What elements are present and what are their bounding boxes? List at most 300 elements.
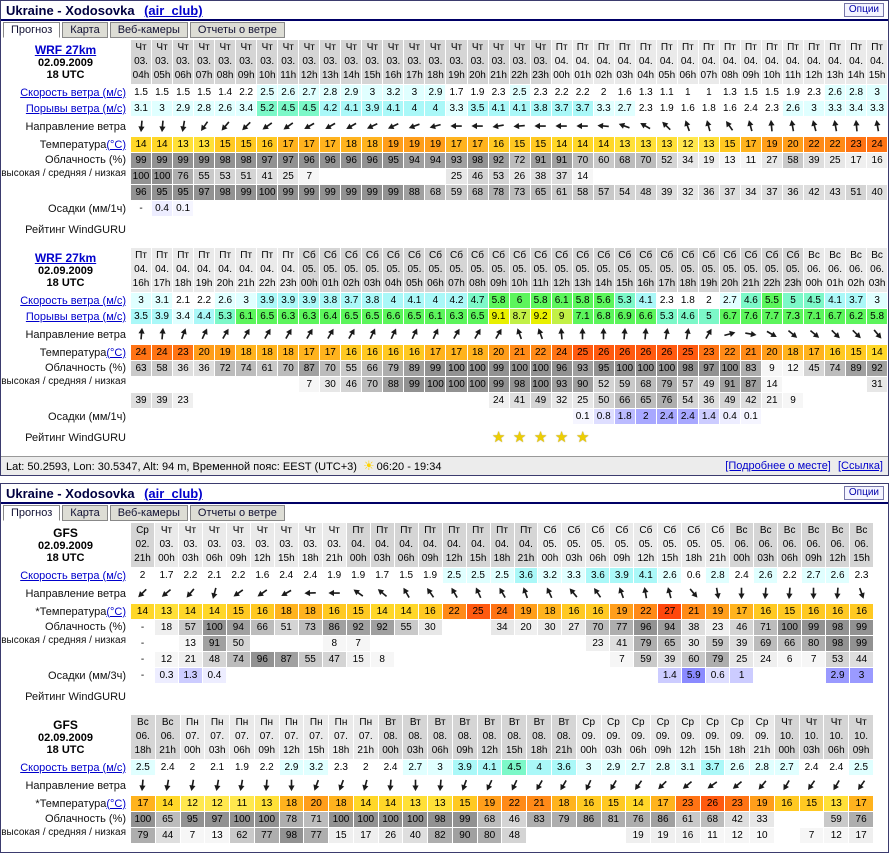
wind-direction-cell — [341, 325, 361, 344]
wind-gusts-cell: 1.8 — [699, 101, 719, 116]
precipitation-cell — [278, 201, 298, 216]
cloud-cover-cell: 7 — [347, 636, 370, 651]
cloud-cover-cell — [468, 393, 488, 408]
cloud-cover-cell: 96 — [299, 153, 319, 168]
rating-cell — [215, 428, 235, 448]
cloud-cover-cell: 53 — [826, 652, 849, 667]
temperature-cell: 14 — [395, 604, 418, 619]
cloud-cover-cell: 100 — [354, 812, 378, 827]
sunrise-sunset-times: 06:20 - 19:34 — [377, 461, 442, 473]
cloud-cover-cell: 98 — [826, 636, 849, 651]
spot-link[interactable]: (air_club) — [144, 3, 203, 18]
wind-arrow-icon — [363, 118, 381, 136]
wind-arrow-icon — [279, 325, 297, 344]
temperature-unit-link[interactable]: (°C) — [106, 347, 126, 359]
cloud-cover-cell: 33 — [750, 812, 774, 827]
wind-direction-cell — [443, 584, 466, 603]
wind-gusts-cell: 4.5 — [299, 101, 319, 116]
wind-gusts-link[interactable]: Порывы ветра (м/с) — [26, 103, 126, 115]
wind-direction-cell — [531, 117, 551, 136]
forecast-column-header: Пт 04. 12h — [804, 40, 824, 84]
wind-direction-cell — [181, 776, 205, 795]
wind-direction-cell — [552, 325, 572, 344]
cloud-cover-cell — [215, 393, 235, 408]
wind-arrow-icon — [383, 778, 397, 793]
row-label-precipitation: Осадки (мм/1ч) — [1, 409, 130, 424]
cloud-cover-cell: 96 — [341, 153, 361, 168]
cloud-cover-cell — [155, 636, 178, 651]
cloud-cover-cell — [783, 169, 803, 184]
tab-map[interactable]: Карта — [62, 22, 107, 38]
wind-arrow-icon — [427, 325, 445, 343]
precipitation-cell — [227, 668, 250, 683]
precipitation-cell — [299, 201, 319, 216]
model-name[interactable]: WRF 27km — [35, 43, 96, 57]
temperature-cell: 26 — [701, 796, 725, 811]
precipitation-cell — [531, 201, 551, 216]
cloud-cover-cell: 95 — [181, 812, 205, 827]
wind-gusts-cell: 6.9 — [615, 309, 635, 324]
wind-gusts-cell: 4.4 — [194, 309, 214, 324]
forecast-column-header: Пт 04. 15h — [467, 523, 490, 567]
rating-cell — [489, 428, 509, 448]
rating-cell — [573, 220, 593, 240]
temperature-cell: 14 — [131, 604, 154, 619]
wind-speed-cell: 2.7 — [720, 293, 740, 308]
wind-arrow-icon — [195, 325, 213, 343]
wind-arrow-icon — [493, 584, 511, 603]
star-icon: ★ — [576, 429, 589, 446]
cloud-cover-cell: 39 — [657, 185, 677, 200]
cloud-cover-cell: 77 — [255, 828, 279, 843]
precipitation-cell — [131, 409, 151, 424]
wind-arrow-icon — [181, 584, 200, 603]
temperature-cell: 19 — [404, 137, 424, 152]
wind-arrow-icon — [258, 325, 276, 344]
wind-direction-cell — [251, 584, 274, 603]
precipitation-cell — [152, 409, 172, 424]
cloud-cover-cell — [615, 169, 635, 184]
wind-direction-cell — [676, 776, 700, 795]
wind-arrow-icon — [468, 325, 486, 344]
wind-direction-cell — [489, 325, 509, 344]
rating-cell — [678, 220, 698, 240]
precipitation-cell — [371, 668, 394, 683]
wind-direction-cell — [255, 776, 279, 795]
wind-arrow-icon — [279, 117, 298, 136]
cloud-cover-cell: 99 — [236, 185, 256, 200]
cloud-cover-cell: 8 — [323, 636, 346, 651]
wind-arrow-icon — [277, 584, 296, 602]
wind-arrow-icon — [185, 777, 200, 793]
wind-direction-cell — [573, 117, 593, 136]
forecast-column-header: Пн 07. 21h — [354, 715, 378, 759]
cloud-cover-cell — [404, 169, 424, 184]
precipitation-cell: 1.4 — [658, 668, 681, 683]
wind-speed-cell: 1.9 — [468, 85, 488, 100]
wind-speed-cell: 3 — [867, 85, 887, 100]
wind-direction-cell — [341, 117, 361, 136]
temperature-unit-link[interactable]: (°C) — [106, 139, 126, 151]
wind-arrow-icon — [852, 776, 871, 795]
rating-cell — [257, 428, 277, 448]
rating-cell — [278, 428, 298, 448]
wind-arrow-icon — [155, 327, 169, 342]
forecast-column-header: Чт 03. 14h — [341, 40, 361, 84]
share-link[interactable]: [Ссылка] — [838, 460, 883, 472]
row-label-windguru-rating: Рейтинг WindGURU — [1, 687, 130, 707]
precipitation-cell — [586, 668, 609, 683]
forecast-column-header: Чт 03. 18h — [299, 523, 322, 567]
cloud-cover-cell: 7 — [299, 169, 319, 184]
cloud-cover-cell: 39 — [152, 393, 172, 408]
cloud-cover-cell: 36 — [173, 361, 193, 376]
row-label-temperature: *Температура (°C) — [1, 604, 130, 619]
wind-direction-cell — [552, 776, 576, 795]
wind-direction-cell — [152, 325, 172, 344]
wind-gusts-cell: 4.5 — [278, 101, 298, 116]
wind-gusts-cell: 1.6 — [720, 101, 740, 116]
wind-direction-cell — [203, 584, 226, 603]
precipitation-cell: 5.9 — [682, 668, 705, 683]
wind-direction-cell — [725, 776, 749, 795]
forecast-column-header: Пт 04. 15h — [867, 40, 887, 84]
temperature-cell: 18 — [341, 137, 361, 152]
temperature-cell: 13 — [636, 137, 656, 152]
rating-cell — [425, 428, 445, 448]
wind-arrow-icon — [555, 776, 573, 795]
wind-arrow-icon — [175, 326, 192, 344]
wind-arrow-icon — [555, 327, 569, 342]
options-button[interactable]: Опции — [844, 486, 884, 500]
temperature-cell: 16 — [754, 604, 777, 619]
rating-cell — [299, 687, 322, 707]
spot-link[interactable]: (air_club) — [144, 486, 203, 501]
temperature-cell: 16 — [850, 604, 873, 619]
wind-direction-cell — [699, 325, 719, 344]
forecast-column-header: Пт 04. 19h — [194, 248, 214, 292]
tab-map[interactable]: Карта — [62, 505, 107, 521]
rating-cell — [362, 428, 382, 448]
wind-direction-cell — [538, 584, 561, 603]
wind-speed-cell: 3.2 — [538, 568, 561, 583]
wind-gusts-cell: 6.6 — [383, 309, 403, 324]
temperature-cell: 17 — [320, 137, 340, 152]
forecast-column-header: Вс 06. 09h — [802, 523, 825, 567]
wind-direction-cell — [783, 117, 803, 136]
wind-direction-cell — [215, 325, 235, 344]
wind-direction-cell — [230, 776, 254, 795]
cloud-cover-cell: 42 — [741, 393, 761, 408]
precipitation-cell — [443, 668, 466, 683]
rating-cell — [657, 220, 677, 240]
rating-cell — [531, 428, 551, 448]
forecast-column-header: Сб 05. 21h — [706, 523, 729, 567]
rating-cell — [678, 428, 698, 448]
temperature-cell: 17 — [804, 345, 824, 360]
wind-direction-cell — [383, 325, 403, 344]
cloud-cover-cell — [867, 393, 887, 408]
precipitation-cell — [425, 409, 445, 424]
row-label-precipitation: Осадки (мм/1ч) — [1, 201, 130, 216]
cloud-cover-cell: 91 — [552, 153, 572, 168]
wind-speed-cell: 2.3 — [329, 760, 353, 775]
wind-speed-cell: 2.5 — [849, 760, 873, 775]
forecast-column-header: Пт 04. 05h — [657, 40, 677, 84]
wind-speed-cell: 5.8 — [531, 293, 551, 308]
cloud-cover-cell — [804, 393, 824, 408]
cloud-cover-cell — [577, 828, 601, 843]
wind-arrow-icon — [868, 325, 887, 344]
wind-arrow-icon — [597, 327, 610, 341]
forecast-column-header: Чт 10. 09h — [849, 715, 873, 759]
wind-speed-link[interactable]: Скорость ветра (м/с) — [20, 295, 126, 307]
temperature-cell: 14 — [379, 796, 403, 811]
cloud-cover-cell: 100 — [657, 361, 677, 376]
forecast-column-header: Сб 05. 05h — [404, 248, 424, 292]
wind-direction-cell — [658, 584, 681, 603]
rating-cell — [741, 428, 761, 448]
wind-speed-link[interactable]: Скорость ветра (м/с) — [20, 762, 126, 774]
tab-forecast[interactable]: Прогноз — [3, 505, 60, 521]
cloud-cover-cell: 12 — [824, 828, 848, 843]
cloud-cover-cell — [443, 652, 466, 667]
wind-gusts-cell: 3.3 — [867, 101, 887, 116]
precipitation-cell — [754, 668, 777, 683]
cloud-cover-cell: 10 — [750, 828, 774, 843]
cloud-cover-cell: 68 — [636, 377, 656, 392]
cloud-cover-cell: 34 — [741, 185, 761, 200]
temperature-unit-link[interactable]: (°C) — [106, 798, 126, 810]
forecast-tables — [1, 38, 888, 448]
wind-arrow-icon — [853, 585, 870, 603]
cloud-cover-cell: 97 — [278, 153, 298, 168]
wind-gusts-cell: 4 — [404, 101, 424, 116]
forecast-column-header: Чт 03. 04h — [131, 40, 151, 84]
wind-arrow-icon — [237, 325, 255, 344]
cloud-cover-cell: 61 — [257, 361, 277, 376]
rating-cell — [867, 220, 887, 240]
row-label-wind-gusts — [1, 101, 130, 116]
forecast-column-header: Сб 05. 11h — [531, 248, 551, 292]
tab-wind-reports[interactable]: Отчеты о ветре — [190, 22, 285, 38]
tab-wind-reports[interactable]: Отчеты о ветре — [190, 505, 285, 521]
wind-gusts-cell: 3.9 — [362, 101, 382, 116]
precipitation-cell — [762, 201, 782, 216]
options-button[interactable]: Опции — [844, 3, 884, 17]
rating-cell — [371, 687, 394, 707]
tab-forecast[interactable]: Прогноз — [3, 22, 60, 38]
cloud-cover-cell: 15 — [347, 652, 370, 667]
temperature-unit-link[interactable]: (°C) — [106, 606, 126, 618]
wind-gusts-cell: 3.3 — [446, 101, 466, 116]
wind-arrow-icon — [721, 117, 740, 136]
rating-cell — [510, 428, 530, 448]
precipitation-cell — [257, 201, 277, 216]
forecast-column-header: Пт 04. 14h — [846, 40, 866, 84]
temperature-cell: 17 — [425, 345, 445, 360]
rating-cell — [741, 220, 761, 240]
wind-arrow-icon — [469, 584, 487, 602]
tab-webcams[interactable]: Веб-камеры — [110, 22, 188, 38]
precipitation-cell: 0.4 — [203, 668, 226, 683]
precipitation-cell — [538, 668, 561, 683]
cloud-cover-cell: 95 — [173, 185, 193, 200]
wind-direction-cell — [846, 117, 866, 136]
wind-direction-cell — [215, 117, 235, 136]
precipitation-cell — [383, 201, 403, 216]
forecast-column-header: Пт 04. 20h — [215, 248, 235, 292]
forecast-column-header: Вт 08. 03h — [403, 715, 427, 759]
cloud-cover-cell: 55 — [299, 652, 322, 667]
cloud-cover-cell: 26 — [379, 828, 403, 843]
model-header — [1, 248, 130, 292]
forecast-column-header: Вт 08. 18h — [527, 715, 551, 759]
model-name[interactable]: WRF 27km — [35, 251, 96, 265]
cloud-cover-cell — [362, 393, 382, 408]
rating-cell — [152, 220, 172, 240]
wind-speed-cell: 4.6 — [741, 293, 761, 308]
wind-speed-cell: 2 — [181, 760, 205, 775]
model-run-date: 02.09.2009 — [38, 57, 93, 69]
rating-cell — [699, 428, 719, 448]
cloud-cover-cell — [825, 393, 845, 408]
cloud-cover-cell: 55 — [194, 169, 214, 184]
wind-arrow-icon — [613, 585, 630, 603]
temperature-cell: 19 — [750, 796, 774, 811]
forecast-column-header: Чт 03. 21h — [323, 523, 346, 567]
wind-direction-cell — [280, 776, 304, 795]
wind-arrow-icon — [753, 776, 772, 795]
wind-speed-cell: 2.4 — [275, 568, 298, 583]
wind-gusts-link[interactable]: Порывы ветра (м/с) — [26, 311, 126, 323]
cloud-cover-cell: 9 — [783, 393, 803, 408]
precipitation-cell — [468, 409, 488, 424]
precipitation-cell — [552, 201, 572, 216]
wind-arrow-icon — [409, 778, 422, 792]
wind-speed-cell: 3.1 — [676, 760, 700, 775]
cloud-cover-cell: 13 — [205, 828, 229, 843]
rating-cell — [615, 428, 635, 448]
wind-direction-cell — [131, 584, 154, 603]
cloud-cover-cell: 40 — [403, 828, 427, 843]
cloud-cover-cell: 37 — [762, 185, 782, 200]
cloud-cover-cell: 81 — [602, 812, 626, 827]
temperature-cell: 22 — [443, 604, 466, 619]
rating-cell — [404, 220, 424, 240]
cloud-cover-cell: 89 — [846, 361, 866, 376]
wind-direction-cell — [275, 584, 298, 603]
rating-cell — [730, 687, 753, 707]
wind-speed-cell: 3.7 — [341, 293, 361, 308]
wind-direction-cell — [173, 117, 193, 136]
cloud-cover-cell: 70 — [586, 620, 609, 635]
cloud-cover-cell — [320, 169, 340, 184]
wind-direction-cell — [257, 325, 277, 344]
wind-arrow-icon — [657, 117, 676, 136]
wind-arrow-icon — [759, 586, 773, 601]
spot-details-link[interactable]: [Подробнее о месте] — [725, 460, 831, 472]
wind-arrow-icon — [332, 777, 349, 795]
wind-arrow-icon — [421, 584, 440, 603]
temperature-cell: 14 — [573, 137, 593, 152]
precipitation-cell — [610, 668, 633, 683]
wind-direction-cell — [395, 584, 418, 603]
cloud-cover-cell: 59 — [706, 636, 729, 651]
wind-speed-cell: 5 — [783, 293, 803, 308]
cloud-cover-cell: 23 — [706, 620, 729, 635]
cloud-cover-cell — [491, 652, 514, 667]
cloud-cover-cell: 26 — [510, 169, 530, 184]
wind-direction-cell — [156, 776, 180, 795]
cloud-cover-cell: 7 — [610, 652, 633, 667]
rating-cell — [491, 687, 514, 707]
precipitation-cell — [783, 409, 803, 424]
precipitation-cell — [636, 201, 656, 216]
wind-direction-cell — [278, 117, 298, 136]
precipitation-cell — [846, 201, 866, 216]
forecast-column-header: Вт 08. 00h — [379, 715, 403, 759]
forecast-column-header: Пт 04. 00h — [347, 523, 370, 567]
temperature-cell: 12 — [678, 137, 698, 152]
forecast-column-header: Чт 03. 09h — [227, 523, 250, 567]
cloud-cover-cell — [800, 812, 824, 827]
forecast-column-header: Сб 05. 18h — [682, 523, 705, 567]
wind-speed-link[interactable]: Скорость ветра (м/с) — [20, 87, 126, 99]
cloud-cover-cell — [446, 393, 466, 408]
cloud-cover-cell: 20 — [515, 620, 538, 635]
wind-arrow-icon — [136, 778, 150, 793]
rating-cell — [552, 220, 572, 240]
wind-gusts-cell: 7.3 — [783, 309, 803, 324]
cloud-cover-cell: 38 — [531, 169, 551, 184]
wind-speed-cell: 2.9 — [341, 85, 361, 100]
forecast-column-header: Чт 03. 06h — [203, 523, 226, 567]
forecast-column-header: Сб 05. 15h — [615, 248, 635, 292]
wind-direction-cell — [610, 584, 633, 603]
cloud-cover-cell: 100 — [425, 377, 445, 392]
forecast-column-header: Чт 03. 22h — [510, 40, 530, 84]
wind-speed-cell: 2.2 — [236, 85, 256, 100]
wind-speed-cell: 6 — [510, 293, 530, 308]
wind-speed-cell: 2.4 — [156, 760, 180, 775]
wind-speed-cell: 2.9 — [425, 85, 445, 100]
wind-gusts-cell: 3.9 — [152, 309, 172, 324]
cloud-cover-cell: 30 — [682, 636, 705, 651]
cloud-cover-cell: 31 — [867, 377, 887, 392]
forecast-column-header: Сб 05. 03h — [362, 248, 382, 292]
rating-cell — [227, 687, 250, 707]
cloud-cover-cell: 74 — [227, 652, 250, 667]
forecast-column-header: Сб 05. 20h — [720, 248, 740, 292]
cloud-cover-cell — [419, 636, 442, 651]
wind-speed-cell: 1.5 — [741, 85, 761, 100]
cloud-cover-cell — [867, 169, 887, 184]
cloud-cover-cell: 42 — [804, 185, 824, 200]
temperature-cell: 26 — [636, 345, 656, 360]
wind-speed-cell: 3 — [404, 85, 424, 100]
wind-direction-cell — [824, 776, 848, 795]
precipitation-cell — [867, 409, 887, 424]
wind-speed-cell: 4 — [383, 293, 403, 308]
wind-arrow-icon — [534, 120, 548, 133]
wind-speed-link[interactable]: Скорость ветра (м/с) — [20, 570, 126, 582]
cloud-cover-cell: 70 — [573, 153, 593, 168]
cloud-cover-cell: 39 — [131, 393, 151, 408]
tab-webcams[interactable]: Веб-камеры — [110, 505, 188, 521]
cloud-cover-cell: 100 — [131, 169, 151, 184]
forecast-column-header: Пн 07. 18h — [329, 715, 353, 759]
